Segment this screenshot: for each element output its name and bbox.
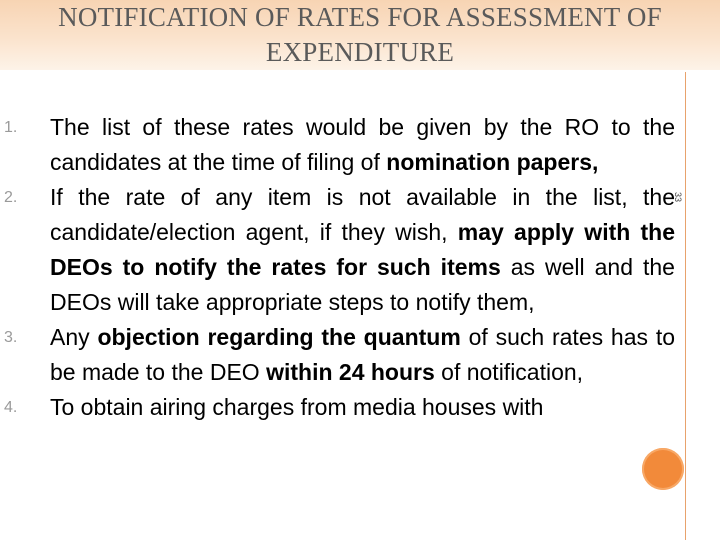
page-number: 33 — [673, 191, 683, 202]
item-text-bold: objection regarding the quantum — [97, 324, 461, 350]
list-item-4 — [0, 390, 675, 425]
list-item-1 — [0, 110, 675, 180]
bullet-list — [0, 110, 675, 425]
slide-title: NOTIFICATION OF RATES FOR ASSESSMENT OF EXPENDITURE — [58, 2, 662, 67]
item-text-bold: nomination papers, — [386, 149, 599, 175]
item-text-bold: within 24 hours — [266, 359, 435, 385]
item-number: 1. — [4, 119, 18, 136]
item-number: 4. — [4, 399, 18, 416]
list-item-2 — [0, 180, 675, 320]
item-text: The list of these rates would be given by the RO to the candidates at the time of filing of — [50, 114, 675, 175]
orange-circle-decoration — [642, 448, 684, 490]
list-item-3 — [0, 320, 675, 390]
item-text: as well and the DEOs will take appropriate steps to notify them, — [50, 254, 675, 315]
item-text: of such rates has to be made to the DEO — [50, 324, 675, 385]
frame-line — [685, 72, 686, 540]
item-number: 2. — [4, 189, 18, 206]
item-number: 3. — [4, 329, 18, 346]
item-text: If the rate of any item is not available in the list, the candidate/election agent, if they wish, — [50, 184, 675, 245]
item-text-bold: may apply with the DEOs to notify the rates for such items — [50, 219, 676, 280]
item-text: Any — [50, 324, 98, 350]
item-text: To obtain airing charges from media houses with — [50, 394, 544, 420]
item-text: of notification, — [434, 359, 584, 385]
